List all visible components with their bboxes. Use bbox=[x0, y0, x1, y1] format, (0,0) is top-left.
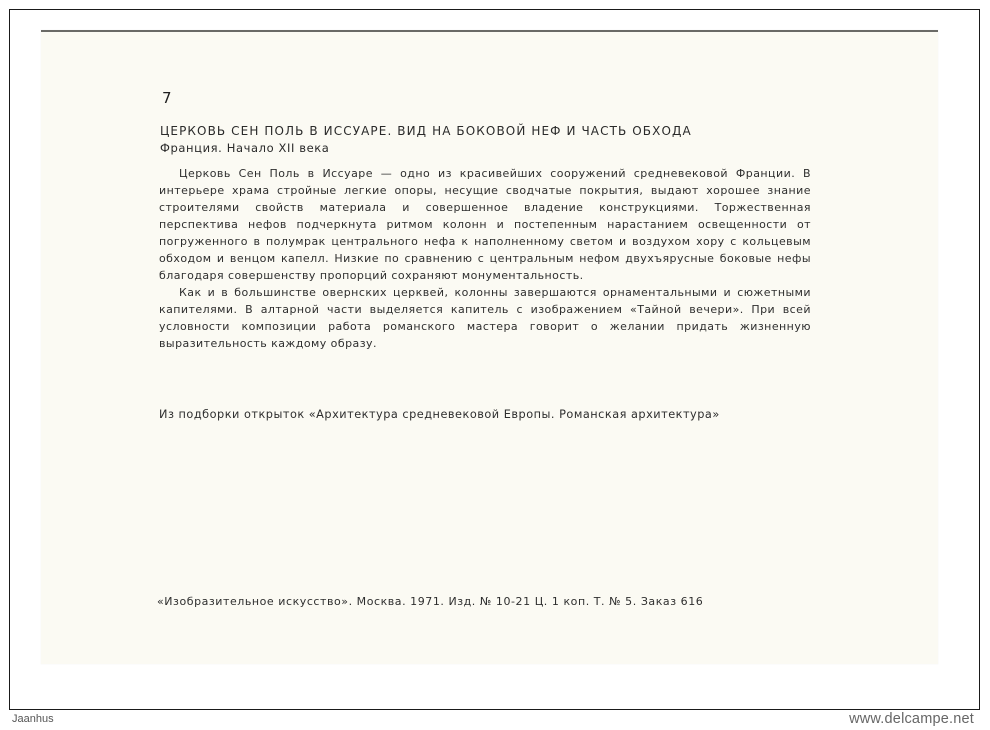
card-title: ЦЕРКОВЬ СЕН ПОЛЬ В ИССУАРЕ. ВИД НА БОКОВОЙ НЕФ И ЧАСТЬ ОБХОДА bbox=[160, 124, 692, 138]
card-subtitle: Франция. Начало XII века bbox=[160, 141, 330, 155]
publisher-imprint: «Изобразительное искусство». Москва. 1971. Изд. № 10-21 Ц. 1 коп. Т. № 5. Заказ 616 bbox=[157, 595, 704, 608]
description-paragraph: Как и в большинстве овернских церквей, колонны завершаются орнаментальными и сюжетными капителями. В алтарной части выделяется капитель с изображением «Тайной вечери». При всей условности композиции работа романского мастера говорит о желании придать жизненную выразительность каждому образу. bbox=[159, 286, 811, 350]
site-watermark[interactable]: www.delcampe.net bbox=[849, 711, 974, 727]
series-note: Из подборки открыток «Архитектура средневековой Европы. Романская архитектура» bbox=[159, 408, 720, 421]
seller-name: Jaanhus bbox=[12, 713, 54, 725]
card-top-edge bbox=[41, 30, 938, 32]
description-text bbox=[159, 165, 811, 352]
description-paragraph: Церковь Сен Поль в Иссуаре — одно из красивейших сооружений средневековой Франции. В интерьере храма стройные легкие опоры, несущие сводчатые покрытия, выдают хорошее знание строителями свойств материала и совершенное владение конструкциями. Торжественная перспектива нефов подчеркнута ритмом колонн и постепенным нарастанием освещенности от погруженного в полумрак центрального нефа к наполненному светом и воздухом хору с кольцевым обходом и венцом капелл. Низкие по сравнению с центральным нефом двухъярусные боковые нефы благодаря совершенству пропорций сохраняют монументальность. bbox=[159, 167, 811, 282]
card-number: 7 bbox=[162, 89, 172, 107]
